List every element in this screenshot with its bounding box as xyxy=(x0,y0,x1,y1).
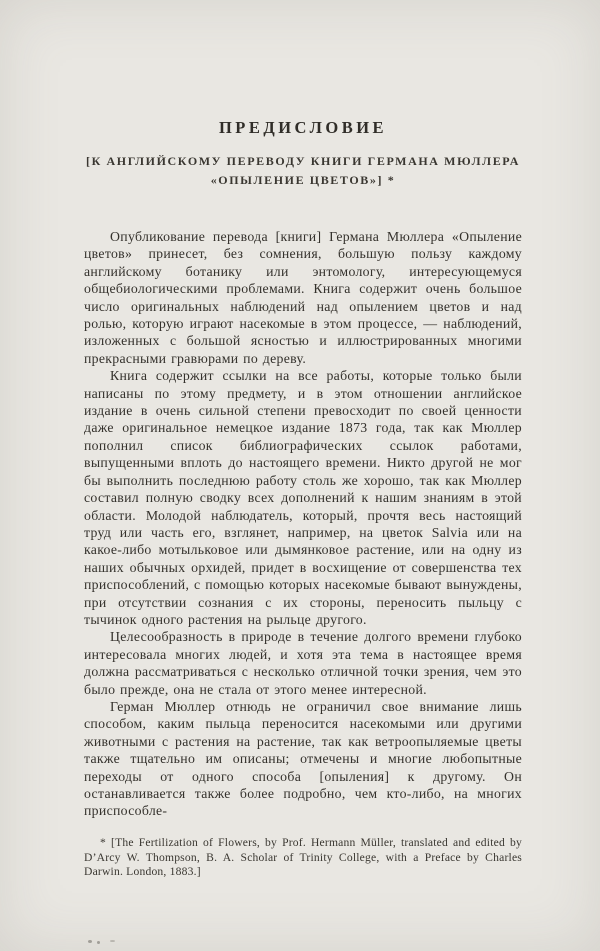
body-text xyxy=(84,228,522,820)
subtitle-line-2: «ОПЫЛЕНИЕ ЦВЕТОВ»] * xyxy=(210,173,396,187)
scan-speck-icon xyxy=(97,941,100,944)
paragraph-2: Книга содержит ссылки на все работы, которые только были написаны по этому предмету, и в этом отношении английское издание в очень сильной степени превосходит по своей ценности даже оригинальное немецкое издание 1873 года, так как Мюллер пополнил список библиографических ссылок работами, выпущенными вплоть до настоящего времени. Никто другой не мог бы выполнить последнюю работу столь же хорошо, так как Мюллер составил полную сводку всех дополнений к нашим знаниям в этой области. Молодой наблюдатель, который, прочтя весь настоящий труд или часть его, взглянет, например, на цветок Salvia или на какое-либо мотыльковое или дымянковое растение, или на одну из наших обычных орхидей, придет в восхищение от совершенства тех приспособлений, с помощью которых насекомые бывают вынуждены, при отсутствии сознания с их стороны, переносить пыльцу с тычинок одного растения на рыльце другого. xyxy=(84,368,522,627)
paragraph-4: Герман Мюллер отнюдь не ограничил свое внимание лишь способом, каким пыльца переносится насекомыми или другими животными с растения на растение, так как ветроопыляемые цветы также тщательно им описаны; отмечены и многие любопытные переходы от одного способа [опыления] к другому. Он останавливается также более подробно, чем кто-либо, на многих приспособле- xyxy=(84,698,522,819)
scan-speck-icon xyxy=(88,940,92,943)
page-content xyxy=(84,0,522,880)
scan-speck-icon xyxy=(110,940,115,942)
paragraph-3: Целесообразность в природе в течение долгого времени глубоко интересовала многих людей, и хотя эта тема в настоящее время должна рассматриваться с несколько отличной точки зрения, чем это было прежде, она не стала от этого менее интересной. xyxy=(84,629,522,697)
page-title: ПРЕДИСЛОВИЕ xyxy=(218,118,388,137)
subtitle-line-1: [К АНГЛИЙСКОМУ ПЕРЕВОДУ КНИГИ ГЕРМАНА МЮЛЛЕРА xyxy=(86,154,520,168)
subtitle xyxy=(84,152,522,190)
footnote: * [The Fertilization of Flowers, by Prof. Hermann Müller, translated and edited by D’Arcy W. Thompson, B. A. Scholar of Trinity College, with a Preface by Charles Darwin. London, 1883.] xyxy=(84,835,522,879)
paragraph-1: Опубликование перевода [книги] Германа Мюллера «Опыление цветов» принесет, без сомнения, большую пользу каждому английскому ботанику или энтомологу, интересующемуся общебиологическими проблемами. Книга содержит очень большое число оригинальных наблюдений над опылением цветов и над ролью, которую играют насекомые в этом процессе, — наблюдений, изложенных с большой ясностью и иллюстрированных многими прекрасными гравюрами по дереву. xyxy=(84,229,522,366)
